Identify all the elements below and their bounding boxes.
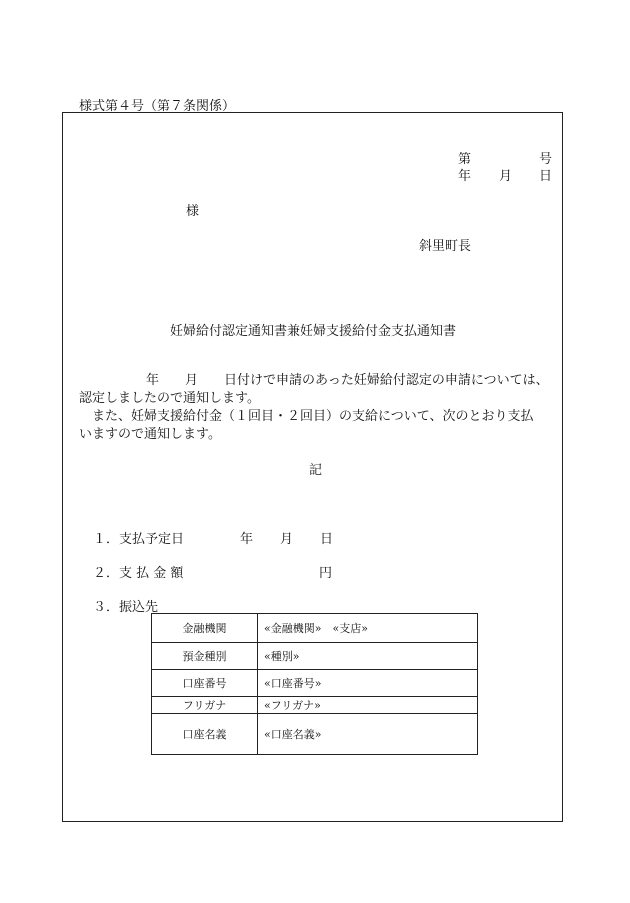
payment-date-month: 月 <box>280 532 294 547</box>
form-number: 様式第４号（第７条関係） <box>79 99 236 114</box>
account-type-label: 預金種別 <box>152 643 258 670</box>
addressee-suffix: 様 <box>186 204 200 219</box>
payment-date-day: 日 <box>320 532 334 547</box>
body-line-4: いますので通知します。 <box>79 427 221 442</box>
account-row-type <box>152 643 478 670</box>
doc-date-year: 年 <box>458 169 472 184</box>
transfer-label: ３．振込先 <box>93 600 159 615</box>
payment-date-year: 年 <box>240 532 254 547</box>
payment-date-label: １．支払予定日 <box>93 532 185 547</box>
doc-no-suffix: 号 <box>539 152 553 167</box>
document-title: 妊婦給付認定通知書兼妊婦支援給付金支払通知書 <box>170 324 457 339</box>
bank-label: 金融機関 <box>152 614 258 643</box>
body-line-1: 年 月 日付けで申請のあった妊婦給付認定の申請については、 <box>146 373 549 388</box>
body-line-2: 認定しましたので通知します。 <box>79 391 260 406</box>
body-line-3: また、妊婦支援給付金（１回目・２回目）の支給について、次のとおり支払 <box>92 409 534 424</box>
account-number-label: 口座番号 <box>152 670 258 697</box>
doc-date-day: 日 <box>539 169 553 184</box>
account-row-number <box>152 670 478 697</box>
account-holder-value: «口座名義» <box>258 714 478 755</box>
account-row-bank <box>152 614 478 643</box>
amount-unit: 円 <box>319 566 333 581</box>
furigana-label: フリガナ <box>152 697 258 714</box>
ki-label: 記 <box>309 463 323 478</box>
doc-no-prefix: 第 <box>458 152 472 167</box>
amount-label: ２．支 払 金 額 <box>93 566 184 581</box>
body-text <box>79 372 557 444</box>
account-number-value: «口座番号» <box>258 670 478 697</box>
doc-date-month: 月 <box>499 169 513 184</box>
bank-value: «金融機関» «支店» <box>258 614 478 643</box>
issuer: 斜里町長 <box>419 239 472 254</box>
account-row-furigana <box>152 697 478 714</box>
account-table <box>151 613 478 755</box>
furigana-value: «フリガナ» <box>258 697 478 714</box>
account-type-value: «種別» <box>258 643 478 670</box>
account-row-holder <box>152 714 478 755</box>
account-holder-label: 口座名義 <box>152 714 258 755</box>
